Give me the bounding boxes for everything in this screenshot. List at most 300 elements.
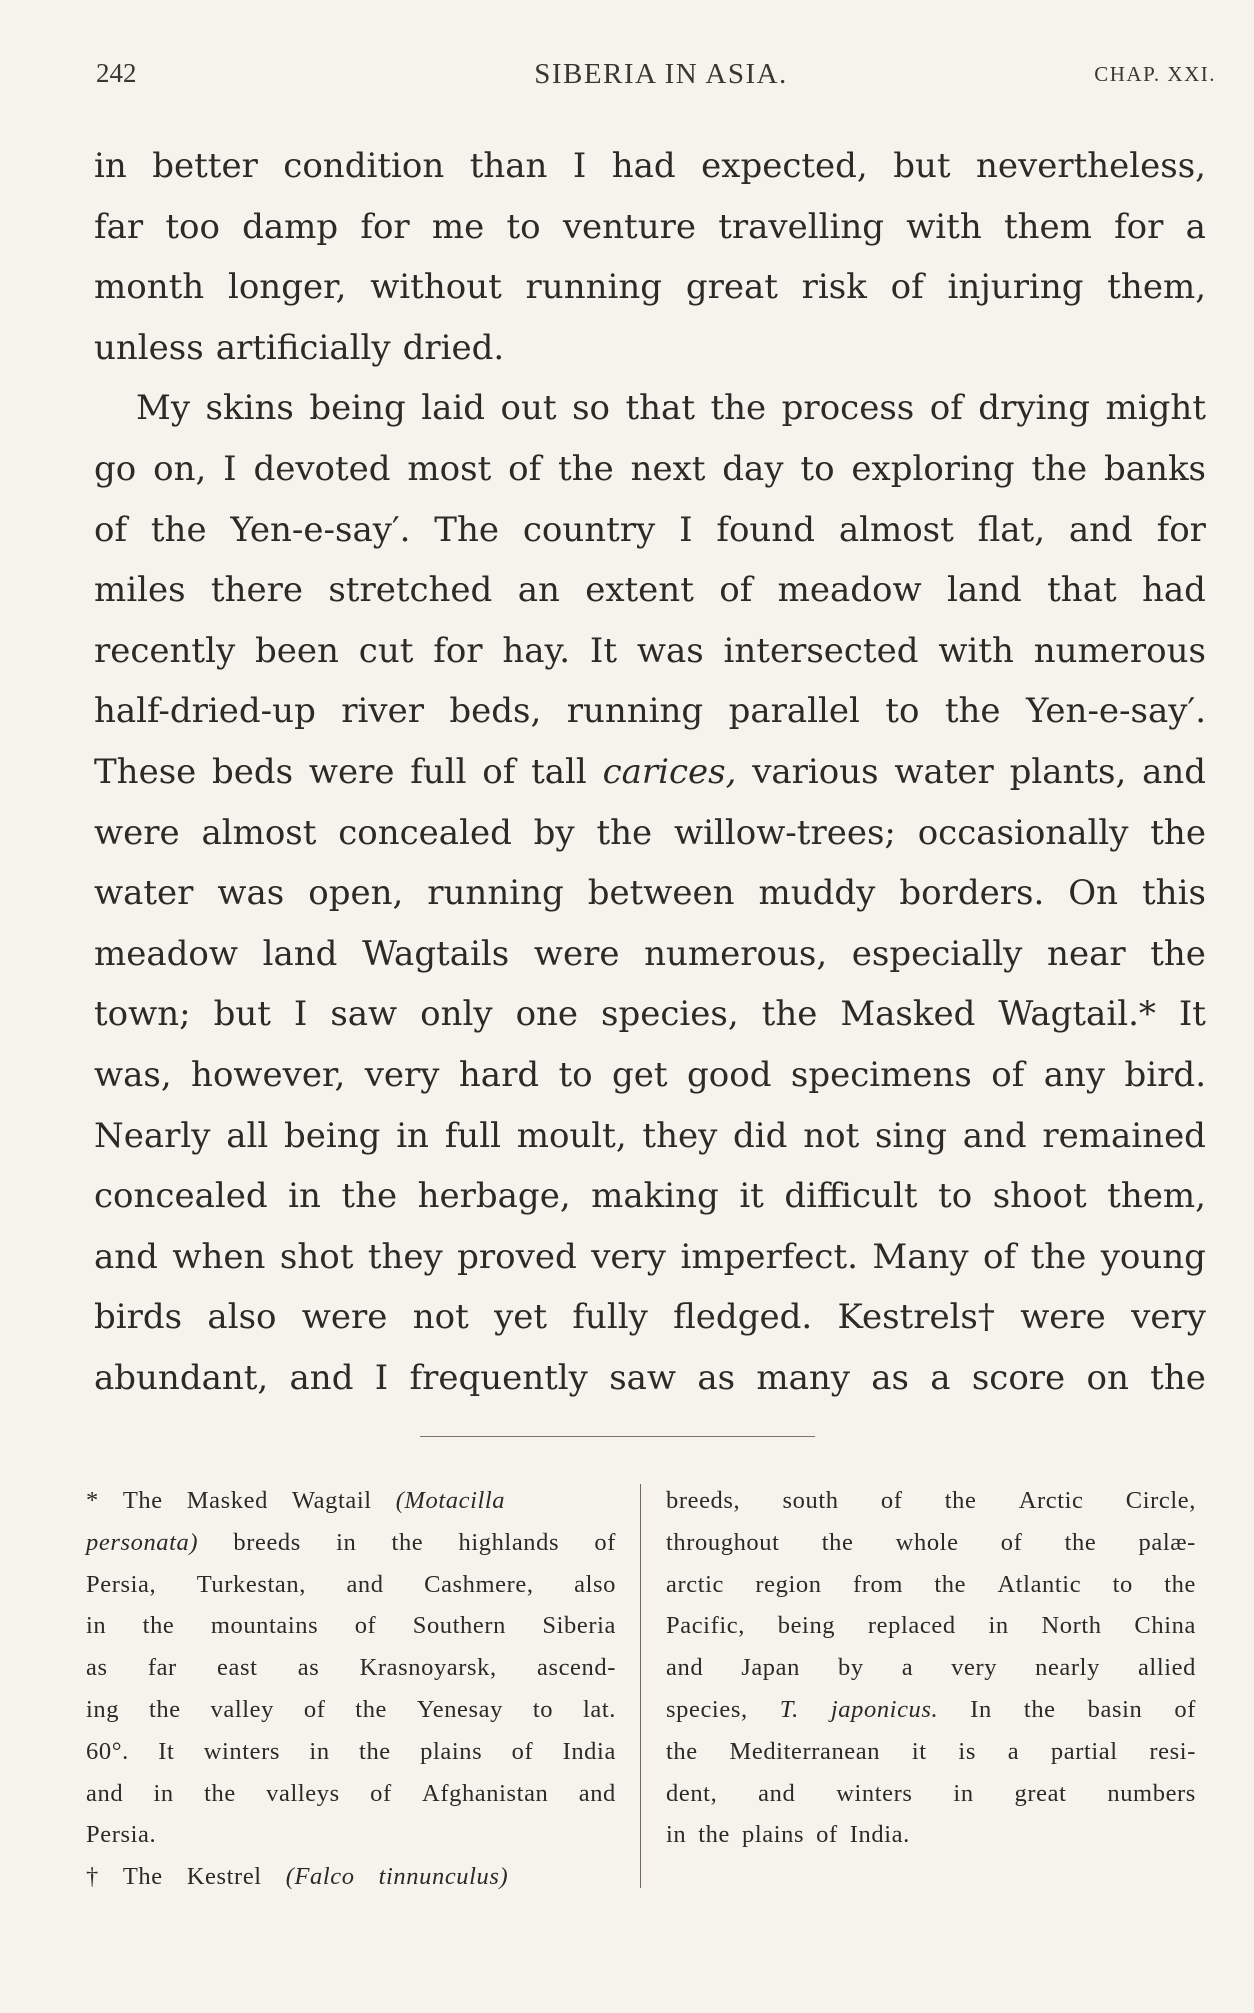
word: the (944, 691, 1001, 732)
word: a (1007, 1737, 1020, 1765)
text-line (94, 621, 1206, 682)
word: great (685, 267, 778, 308)
word: it (739, 1176, 764, 1217)
word: difficult (784, 1176, 918, 1217)
word: borders. (899, 873, 1045, 914)
word: unless (94, 327, 204, 368)
word: concealed (338, 812, 512, 853)
footnote-column-divider (640, 1484, 641, 1888)
word: Turkestan, (196, 1570, 306, 1598)
word: did (733, 1115, 788, 1156)
word: and (1142, 751, 1206, 792)
word: abundant, (94, 1357, 269, 1398)
word: had (1142, 570, 1206, 611)
word: exploring (851, 448, 1015, 489)
word: far (94, 206, 144, 247)
word: dent, (666, 1779, 718, 1807)
word: running (566, 691, 704, 732)
word: of (354, 1612, 377, 1640)
word: Afghanistan (422, 1779, 549, 1807)
word: very (951, 1654, 998, 1682)
word: and (666, 1654, 704, 1682)
word: one (515, 994, 579, 1035)
word: breeds (233, 1528, 301, 1556)
word: I (679, 509, 693, 550)
word: running (427, 873, 564, 914)
word: process (781, 388, 915, 429)
text-line (94, 439, 1206, 500)
word: go (94, 448, 137, 489)
word: of (482, 751, 516, 792)
word: willow-trees; (674, 812, 896, 853)
text-line (94, 1287, 1206, 1348)
word: valleys (266, 1779, 340, 1807)
word: specimens (790, 1054, 972, 1095)
word: a (1185, 206, 1206, 247)
word: the (698, 1821, 730, 1849)
word: and (94, 1236, 158, 1277)
word: in (396, 1115, 429, 1156)
word: the (1023, 1695, 1056, 1723)
word: and (758, 1779, 796, 1807)
word: of (929, 388, 963, 429)
word: venture (562, 206, 696, 247)
footnote-line (86, 1605, 616, 1647)
word: muddy (758, 873, 876, 914)
word: any (1043, 1054, 1106, 1095)
word: get (612, 1054, 668, 1095)
word: and (289, 1357, 354, 1398)
word: very (364, 1054, 440, 1095)
word: Masked (186, 1487, 268, 1514)
word: On (1068, 873, 1119, 914)
word: * (86, 1487, 99, 1514)
word: been (255, 630, 339, 671)
text-line (94, 318, 1206, 379)
word: as (871, 1357, 909, 1398)
word: various (752, 751, 879, 792)
footnote-line (86, 1731, 616, 1773)
word: partial (1050, 1737, 1118, 1765)
word: India (562, 1737, 616, 1765)
footnote-line (86, 1773, 616, 1815)
word: were (1020, 1297, 1106, 1338)
word: of (94, 509, 128, 550)
word: hard (458, 1054, 540, 1095)
word: me (431, 206, 485, 247)
word: the (148, 1695, 181, 1723)
word: proved (457, 1236, 577, 1277)
word: with (906, 206, 982, 247)
word: all (226, 1115, 269, 1156)
word: very (591, 1236, 666, 1277)
word: carices, (602, 751, 737, 792)
word: the (359, 1737, 391, 1765)
word: on (1086, 1357, 1129, 1398)
word: The (434, 509, 499, 550)
word: the (204, 1779, 236, 1807)
footnote-line (666, 1564, 1196, 1606)
footnote-line (86, 1522, 616, 1564)
word: a (901, 1654, 914, 1682)
running-header (96, 58, 1216, 98)
word: to (938, 1176, 973, 1217)
word: the (1150, 1357, 1206, 1398)
word: Kestrel (186, 1863, 262, 1891)
word: town; (94, 994, 191, 1035)
word: (Motacilla (395, 1487, 506, 1514)
text-line (94, 500, 1206, 561)
word: of (1000, 1528, 1023, 1556)
word: making (591, 1176, 719, 1217)
word: I (374, 1357, 389, 1398)
word: highlands (458, 1528, 560, 1556)
text-line (94, 742, 1206, 803)
word: south (782, 1487, 839, 1514)
footnote-line (86, 1480, 616, 1522)
word: a (930, 1357, 951, 1398)
word: Wagtail.* (998, 994, 1156, 1035)
word: the (934, 1570, 967, 1598)
word: running (525, 267, 663, 308)
word: sing (874, 1115, 947, 1156)
word: however, (191, 1054, 346, 1095)
footnote-line (666, 1814, 1196, 1856)
footnote-column-left (86, 1480, 616, 1898)
word: east (217, 1654, 258, 1682)
word: river (341, 691, 424, 732)
word: of (816, 1821, 838, 1849)
word: China (1134, 1612, 1196, 1640)
word: and (86, 1779, 124, 1807)
word: It (589, 630, 617, 671)
word: yet (494, 1297, 548, 1338)
word: birds (94, 1297, 183, 1338)
word: water (94, 873, 194, 914)
word: the (1031, 448, 1088, 489)
word: country (522, 509, 656, 550)
word: most (407, 448, 492, 489)
word: bird. (1124, 1054, 1206, 1095)
word: near (1047, 933, 1126, 974)
word: numerous, (644, 933, 828, 974)
footnote-separator-rule (420, 1436, 815, 1437)
text-line (94, 1227, 1206, 1288)
word: Southern (412, 1612, 506, 1640)
word: risk (801, 267, 867, 308)
word: many (756, 1357, 850, 1398)
word: Masked (840, 994, 976, 1035)
word: meadow (777, 570, 922, 611)
word: water (894, 751, 994, 792)
word: damp (242, 206, 339, 247)
word: winters (203, 1737, 281, 1765)
word: nevertheless, (975, 146, 1206, 186)
word: injuring (947, 267, 1084, 308)
footnote-line (86, 1564, 616, 1606)
word: but (893, 146, 951, 186)
word: in (988, 1612, 1009, 1640)
word: to (558, 1054, 593, 1095)
word: It (1178, 994, 1206, 1035)
page-number: 242 (96, 58, 137, 88)
word: Wagtails (362, 933, 510, 974)
word: and (1068, 509, 1133, 550)
word: in (309, 1737, 330, 1765)
word: of (983, 1236, 1017, 1277)
word: only (420, 994, 493, 1035)
word: It (158, 1737, 175, 1765)
word: Atlantic (997, 1570, 1082, 1598)
word: the (710, 388, 767, 429)
word: resi- (1149, 1737, 1196, 1765)
text-line (94, 378, 1206, 439)
word: might (1105, 388, 1206, 429)
word: These (94, 751, 197, 792)
word: 60°. (86, 1737, 129, 1765)
word: fully (572, 1297, 648, 1338)
word: the (1030, 1236, 1087, 1277)
word: as (297, 1654, 320, 1682)
word: there (210, 570, 303, 611)
word: recently (94, 630, 236, 671)
word: also (574, 1570, 616, 1598)
text-line (94, 1166, 1206, 1227)
footnote-line (86, 1856, 616, 1898)
text-line (94, 803, 1206, 864)
word: tinnunculus) (378, 1863, 509, 1891)
word: the (1150, 812, 1206, 853)
word: My (136, 388, 191, 429)
word: japonicus. (830, 1695, 939, 1723)
word: miles (94, 570, 186, 611)
word: Persia, (86, 1570, 157, 1598)
word: Yen-e-say′. (230, 509, 411, 550)
word: laid (421, 388, 486, 429)
word: Yenesay (416, 1695, 503, 1723)
word: by (837, 1654, 864, 1682)
word: them (1003, 206, 1092, 247)
word: numerous (1033, 630, 1206, 671)
text-line (94, 197, 1206, 258)
word: the (1064, 1528, 1097, 1556)
word: shoot (992, 1176, 1087, 1217)
word: the (1164, 1570, 1196, 1598)
word: plants, (1009, 751, 1127, 792)
word: arctic (666, 1570, 724, 1598)
word: palæ- (1138, 1528, 1196, 1556)
word: half-dried-up (94, 691, 316, 732)
word: remained (1042, 1115, 1206, 1156)
word: † (86, 1863, 99, 1891)
word: very (1131, 1297, 1206, 1338)
footnote-line (666, 1773, 1196, 1815)
word: month (94, 267, 205, 308)
word: plains (742, 1821, 805, 1849)
word: of (890, 267, 924, 308)
word: the (341, 1176, 398, 1217)
word: out (500, 388, 557, 429)
word: so (572, 388, 610, 429)
text-line (94, 863, 1206, 924)
word: occasionally (917, 812, 1129, 853)
word: for (433, 630, 483, 671)
word: far (147, 1654, 177, 1682)
word: were (533, 933, 620, 974)
footnote-line (666, 1522, 1196, 1564)
word: as (697, 1357, 736, 1398)
word: found (716, 509, 815, 550)
running-title: SIBERIA IN ASIA. (534, 58, 788, 90)
footnote-line (666, 1480, 1196, 1522)
word: artificially (215, 327, 391, 368)
word: meadow (94, 933, 238, 974)
word: from (852, 1570, 903, 1598)
word: were (94, 812, 180, 853)
word: of (719, 570, 753, 611)
word: full (410, 751, 467, 792)
word: full (444, 1115, 501, 1156)
word: to (800, 448, 835, 489)
word: herbage, (417, 1176, 571, 1217)
word: the (666, 1737, 698, 1765)
word: devoted (253, 448, 391, 489)
word: cut (358, 630, 414, 671)
main-text (94, 136, 1206, 1408)
word: for (360, 206, 410, 247)
word: the (761, 994, 818, 1035)
word: were (301, 1297, 388, 1338)
word: mountains (210, 1612, 319, 1640)
word: North (1041, 1612, 1102, 1640)
word: Japan (741, 1654, 800, 1682)
word: moult, (516, 1115, 627, 1156)
word: shot (279, 1236, 354, 1277)
word: (Falco (285, 1863, 355, 1891)
word: concealed (94, 1176, 268, 1217)
word: in (94, 146, 127, 186)
word: of (594, 1528, 616, 1556)
word: than (469, 146, 548, 186)
word: the (391, 1528, 424, 1556)
word: they (367, 1236, 443, 1277)
word: between (587, 873, 735, 914)
word: of (370, 1779, 392, 1807)
footnote-line (666, 1647, 1196, 1689)
word: better (152, 146, 258, 186)
word: the (355, 1695, 388, 1723)
word: day (722, 448, 784, 489)
word: valley (210, 1695, 274, 1723)
word: was (636, 630, 704, 671)
text-line (94, 984, 1206, 1045)
word: T. (779, 1695, 799, 1723)
word: intersected (723, 630, 919, 671)
word: India. (849, 1821, 910, 1849)
word: Siberia (542, 1612, 616, 1640)
word: to (506, 206, 541, 247)
word: for (1156, 509, 1206, 550)
word: with (938, 630, 1014, 671)
word: not (412, 1297, 469, 1338)
word: winters (836, 1779, 913, 1807)
word: hay. (502, 630, 571, 671)
word: Mediterranean (729, 1737, 881, 1765)
word: of (303, 1695, 326, 1723)
text-line (94, 681, 1206, 742)
footnote-line (86, 1689, 616, 1731)
word: imperfect. (680, 1236, 858, 1277)
word: is (958, 1737, 976, 1765)
word: that (625, 388, 695, 429)
word: Cashmere, (424, 1570, 534, 1598)
word: for (1114, 206, 1164, 247)
word: personata) (86, 1528, 199, 1556)
word: as (86, 1654, 108, 1682)
word: in (86, 1612, 107, 1640)
word: on, (153, 448, 207, 489)
word: and (346, 1570, 384, 1598)
word: being (284, 1115, 381, 1156)
word: The (122, 1487, 163, 1514)
word: was (217, 873, 285, 914)
text-line (94, 1348, 1206, 1409)
word: plains (420, 1737, 483, 1765)
word: in (288, 1176, 321, 1217)
word: condition (283, 146, 445, 186)
word: and (578, 1779, 616, 1807)
word: I (572, 146, 587, 186)
word: beds (212, 751, 294, 792)
word: being (777, 1612, 836, 1640)
word: The (122, 1863, 163, 1891)
word: open, (308, 873, 404, 914)
word: Nearly (94, 1115, 211, 1156)
word: them, (1107, 267, 1206, 308)
word: to (1112, 1570, 1133, 1598)
word: Krasnoyarsk, (359, 1654, 497, 1682)
word: ascend- (536, 1654, 616, 1682)
word: also (207, 1297, 277, 1338)
word: Many (872, 1236, 969, 1277)
word: and (962, 1115, 1027, 1156)
word: being (309, 388, 406, 429)
word: species, (666, 1695, 748, 1723)
word: Yen-e-say′. (1025, 691, 1206, 732)
word: it (911, 1737, 927, 1765)
word: of (508, 448, 542, 489)
word: extent (585, 570, 694, 611)
word: I (223, 448, 237, 489)
word: in (666, 1821, 687, 1849)
word: the (944, 1487, 977, 1514)
word: lat. (582, 1695, 616, 1723)
word: an (517, 570, 560, 611)
chapter-label: CHAP. XXI. (1094, 62, 1216, 86)
footnote-line (666, 1605, 1196, 1647)
word: land (946, 570, 1022, 611)
word: replaced (867, 1612, 956, 1640)
word: numbers (1107, 1779, 1196, 1807)
word: saw (609, 1357, 677, 1398)
word: in (953, 1779, 974, 1807)
word: expected, (701, 146, 868, 186)
word: allied (1137, 1654, 1196, 1682)
word: skins (205, 388, 294, 429)
word: fledged. (673, 1297, 813, 1338)
word: region (755, 1570, 822, 1598)
footnote-line (666, 1689, 1196, 1731)
